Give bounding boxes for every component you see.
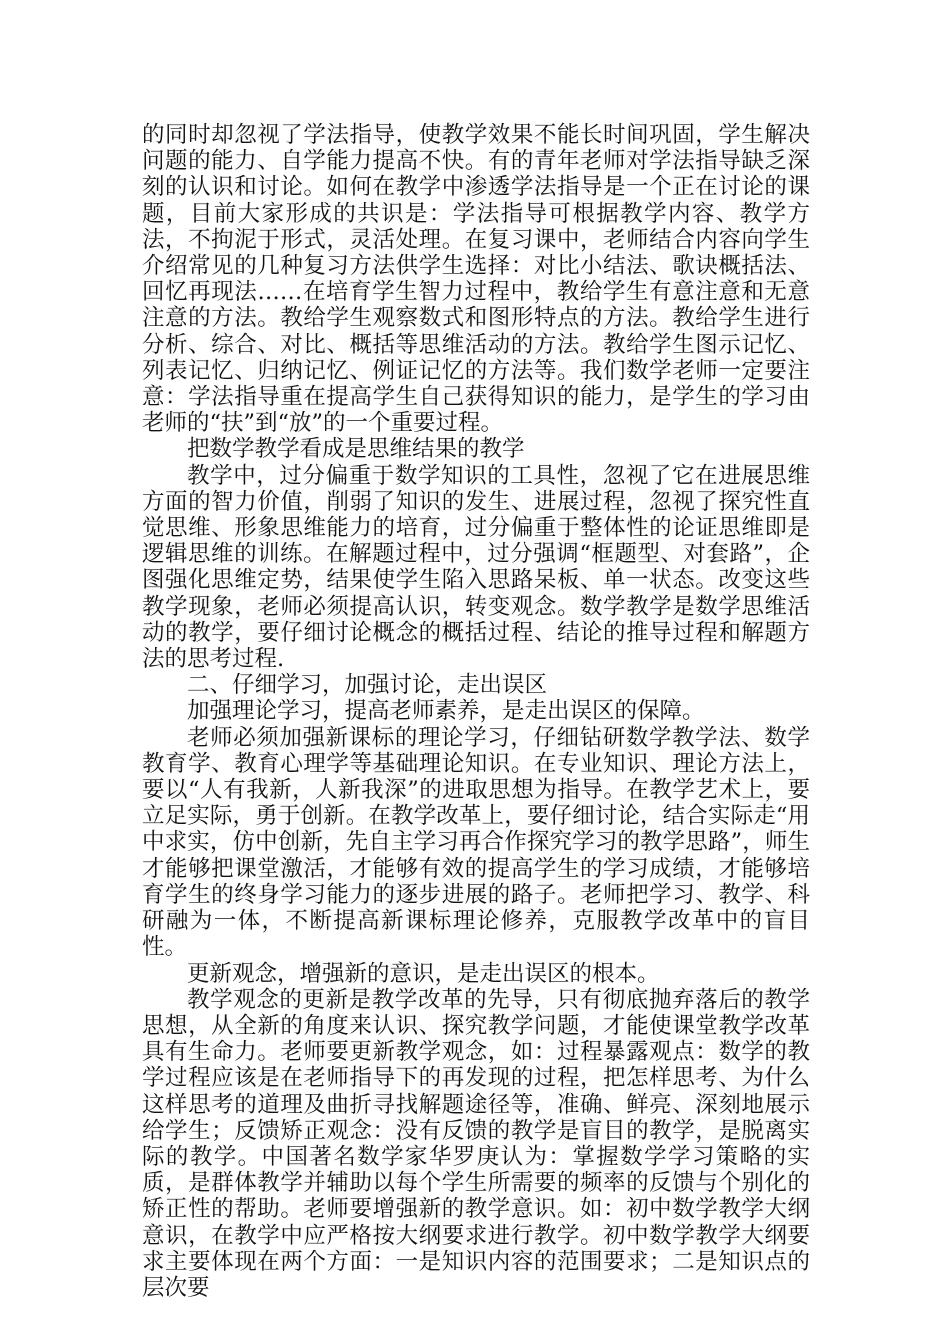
subheading-update-concepts: 更新观念，增强新的意识，是走出误区的根本。: [187, 960, 660, 987]
section-heading-part-two: 二、仔细学习，加强讨论，走出误区: [187, 672, 548, 699]
paragraph-update-concepts: 教学观念的更新是教学改革的先导，只有彻底抛弃落后的教学思想，从全新的角度来认识、探究教学问题，才能使课堂教学改革具有生命力。老师要更新教学观念，如：过程暴露观点：数学的教学过程应该是在老师指导下的再发现的过程，把怎样思考、为什么这样思考的道理及曲折寻找解题途径等，准确、鲜亮、深刻地展示给学生；反馈矫正观念：没有反馈的教学是盲目的教学，是脱离实际的教学。中国著名数学家华罗庚认为：掌握数学学习策略的实质，是群体教学并辅助以每个学生所需要的频率的反馈与个别化的矫正性的帮助。老师要增强新的教学意识。如：初中数学教学大纲意识，在教学中应严格按大纲要求进行教学。初中数学教学大纲要求主要体现在两个方面：一是知识内容的范围要求；二是知识点的层次要: [142, 986, 810, 1301]
subheading-theory-study: 加强理论学习，提高老师素养，是走出误区的保障。: [187, 698, 705, 725]
paragraph-theory-study: 老师必须加强新课标的理论学习，仔细钻研数学教学法、数学教育学、教育心理学等基础理论知识。在专业知识、理论方法上，要以“人有我新，人新我深”的进取思想为指导。在教学艺术上，要立足实际，勇于创新。在教学改革上，要仔细讨论，结合实际走“用中求实，仿中创新，先自主学习再合作探究学习的教学思路”，师生才能够把课堂激活，才能够有效的提高学生的学习成绩，才能够培育学生的终身学习能力的逐步进展的路子。老师把学习、教学、科研融为一体，不断提高新课标理论修养，克服教学改革中的盲目性。: [142, 724, 810, 961]
document-body: [142, 122, 810, 1301]
section-heading-thinking-result: 把数学教学看成是思维结果的教学: [187, 436, 525, 463]
paragraph-thinking-teaching: 教学中，过分偏重于数学知识的工具性，忽视了它在进展思维方面的智力价值，削弱了知识的发生、进展过程，忽视了探究性直觉思维、形象思维能力的培育，过分偏重于整体性的论证思维即是逻辑思维的训练。在解题过程中，过分强调“框题型、对套路”，企图强化思维定势，结果使学生陷入思路呆板、单一状态。改变这些教学现象，老师必须提高认识，转变观念。数学教学是数学思维活动的教学，要仔细讨论概念的概括过程、结论的推导过程和解题方法的思考过程.: [142, 462, 810, 673]
paragraph-study-method: 的同时却忽视了学法指导，使教学效果不能长时间巩固，学生解决问题的能力、自学能力提高不快。有的青年老师对学法指导缺乏深刻的认识和讨论。如何在教学中渗透学法指导是一个正在讨论的课题，目前大家形成的共识是：学法指导可根据教学内容、教学方法，不拘泥于形式，灵活处理。在复习课中，老师结合内容向学生介绍常见的几种复习方法供学生选择：对比小结法、歌诀概括法、回忆再现法……在培育学生智力过程中，教给学生有意注意和无意注意的方法。教给学生观察数式和图形特点的方法。教给学生进行分析、综合、对比、概括等思维活动的方法。教给学生图示记忆、列表记忆、归纳记忆、例证记忆的方法等。我们数学老师一定要注意：学法指导重在提高学生自己获得知识的能力，是学生的学习由老师的“扶”到“放”的一个重要过程。: [142, 122, 810, 437]
